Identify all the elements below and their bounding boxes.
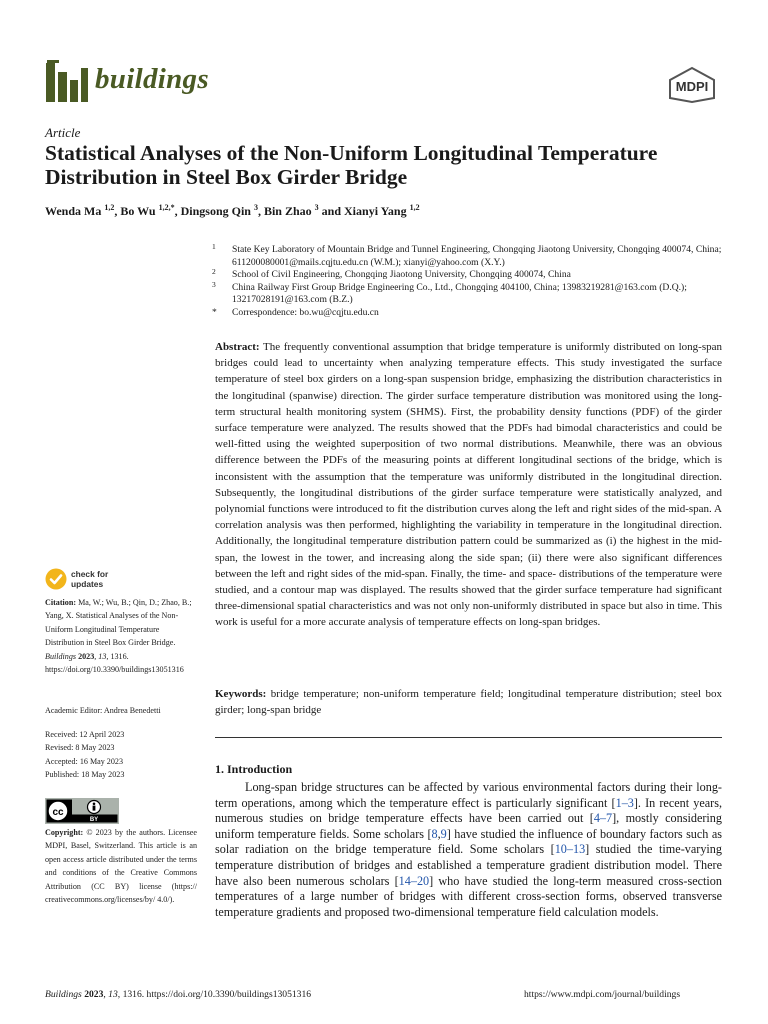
reference-link[interactable]: 4 bbox=[593, 811, 600, 826]
date-accepted: Accepted: 16 May 2023 bbox=[45, 756, 123, 766]
copyright-text: © 2023 by the authors. Licensee MDPI, Basel, Switzerland. This article is an open access article distributed under the terms and conditions of the Creative Commons Attribution (CC BY) license (https:// creativecommons.org/licenses/by/ 4.0/). bbox=[45, 828, 197, 905]
author-affiliation-marks: 1,2 bbox=[104, 203, 115, 212]
reference-link[interactable]: 20 bbox=[416, 873, 430, 888]
date-received: Received: 12 April 2023 bbox=[45, 730, 125, 739]
affiliation-item: 3 China Railway First Group Bridge Engineering Co., Ltd., Chongqing 404100, China; 13983219281@163.com (D.Q.); 13217028191@163.com (B.Z.) bbox=[212, 279, 687, 306]
reference-link[interactable]: 8 bbox=[431, 826, 438, 841]
article-type: Article bbox=[45, 125, 81, 140]
author-name: Bo Wu bbox=[120, 204, 156, 218]
author-affiliation-marks: 3 bbox=[253, 203, 258, 212]
citation-block: Citation: Ma, W.; Wu, B.; Qin, D.; Zhao, B.; Yang, X. Statistical Analyses of the Non-Uniform Longitudinal Temperature Distribution in Steel Box Girder Bridge. Buildings 2023, 13, 1316. https://doi.org/10.3390/buildings13051316 bbox=[45, 598, 192, 675]
abstract-label: Abstract: bbox=[215, 341, 260, 353]
citation-text: Ma, W.; Wu, B.; Qin, D.; Zhao, B.; Yang, X. Statistical Analyses of the Non-Uniform Longitudinal Temperature Distribution in Steel Box Girder Bridge. bbox=[45, 598, 192, 648]
abstract bbox=[215, 339, 722, 631]
citation-journal: Buildings bbox=[45, 651, 77, 661]
author-affiliation-marks: 1,2,* bbox=[158, 203, 175, 212]
citation-year: 2023 bbox=[78, 651, 95, 661]
reference-link[interactable]: 13 bbox=[572, 842, 586, 857]
author-name: Bin Zhao bbox=[263, 204, 312, 218]
citation-label: Citation: bbox=[45, 598, 77, 607]
publication-dates bbox=[45, 728, 195, 782]
citation-doi[interactable]: 1316. https://doi.org/10.3390/buildings13051316 bbox=[45, 651, 184, 675]
footer-citation: Buildings 2023, 13, 1316. https://doi.org/10.3390/buildings13051316 bbox=[45, 989, 312, 1000]
correspondence: * Correspondence: bo.wu@cqjtu.edu.cn bbox=[212, 306, 379, 318]
svg-text:cc: cc bbox=[52, 807, 64, 818]
academic-editor: Academic Editor: Andrea Benedetti bbox=[45, 706, 161, 715]
reference-link[interactable]: 9 bbox=[440, 826, 447, 841]
affiliation-item: 1 State Key Laboratory of Mountain Bridge and Tunnel Engineering, Chongqing Jiaotong University, Chongqing 400074, China; 611200080001@mails.cqjtu.edu.cn (W.M.); xianyi@yahoo.com (X.Y.) bbox=[212, 242, 722, 268]
check-for-updates-button[interactable] bbox=[45, 568, 125, 592]
introduction-paragraph: Long-span bridge structures can be affected by various environmental factors during their long-term operations, among which the temperature effect is particularly significant [1–3]. In recent years, numerous studies on bridge temperature effects have been carried out [4–7], mostly considering uniform temperature fields. Some scholars [8,9] have studied the influence of boundary factors such as solar radiation on the bridge temperature field. Some scholars [10–13] studied the time-varying temperature distribution of bridges and established a temperature gradient distribution model. There have also been numerous scholars [14–20] who have studied the long-term measured cross-section temperatures of a large number of bridges with different cross-section forms, observed transverse temperature gradients and proposed two-dimensional temperature field calculation models. bbox=[215, 780, 722, 919]
date-published: Published: 18 May 2023 bbox=[45, 770, 125, 780]
section-divider bbox=[215, 737, 722, 738]
journal-name: buildings bbox=[95, 63, 209, 95]
affiliations bbox=[212, 244, 722, 320]
author-affiliation-marks: 1,2 bbox=[409, 203, 420, 212]
keywords-label: Keywords: bbox=[215, 688, 267, 700]
affiliation-item: 2 School of Civil Engineering, Chongqing Jiaotong University, Chongqing 400074, China bbox=[212, 267, 571, 281]
keywords bbox=[215, 686, 722, 718]
cc-by-label: BY bbox=[89, 817, 99, 823]
footer-journal-url[interactable]: https://www.mdpi.com/journal/buildings bbox=[524, 989, 681, 1000]
citation-volume: 13 bbox=[98, 651, 107, 661]
reference-link[interactable]: 3 bbox=[627, 795, 634, 810]
reference-link[interactable]: 14 bbox=[398, 873, 411, 888]
author-name: Dingsong Qin bbox=[180, 204, 251, 218]
author-affiliation-marks: 3 bbox=[314, 203, 319, 212]
date-revised: Revised: 8 May 2023 bbox=[45, 743, 115, 753]
author-list: Wenda Ma $^{1,2}$, Bo Wu $^{1,2,*}$, Dingsong Qin $^3$, Bin Zhao $^3$ and Xianyi Yang $^{1,2}$ bbox=[45, 203, 420, 218]
check-updates-label: updates bbox=[71, 579, 104, 589]
copyright-label: Copyright: bbox=[45, 828, 84, 837]
copyright-notice bbox=[45, 826, 197, 906]
author-name: Wenda Ma bbox=[45, 204, 102, 218]
mdpi-logo bbox=[664, 66, 720, 104]
section-heading: 1. Introduction bbox=[215, 762, 293, 776]
journal-logo-icon bbox=[45, 60, 89, 102]
publisher-name: MDPI bbox=[675, 79, 709, 94]
cc-by-license-icon[interactable] bbox=[45, 798, 119, 824]
author-name: Xianyi Yang bbox=[344, 204, 407, 218]
reference-link[interactable]: 7 bbox=[606, 811, 613, 826]
reference-link[interactable]: 1 bbox=[615, 795, 622, 810]
check-updates-label: check for bbox=[71, 569, 109, 579]
abstract-text: The frequently conventional assumption that bridge temperature is uniformly distributed on long-span bridges could lead to uncertainty when analyzing temperature effects. This study investigated the surface temperature of steel box girders on a long-span suspension bridge, emphasizing the distribution characteristics in the longitudinal (spanwise) direction. The girder surface temperature distribution was monitored using the long-term structural health monitoring system (SHMS). First, the probability density functions (PDF) of the girder surface temperature were analyzed. The results showed that the PDFs had bimodal characteristics and could be well-fitted using the weighted superposition of two normal distributions. Meanwhile, there was an obvious difference between the PDFs of the measuring points at different longitudinal sections of the bridge, which is inconsistent with the assumption that the temperature was uniformly distributed in the longitudinal direction. Subsequently, the longitudinal distributions of the girder surface temperature were statistically analyzed, and polynomial functions were introduced to fit the distribution curves along the left and right sides of the mid-span. A correlation analysis was then performed, highlighting the variability in temperature in the longitudinal direction. Additionally, the longitudinal temperature distribution pattern could be summarized as (i) the highest in the mid-span, the lowest in the tower, and increasing along the side span; (ii) there were also significant differences between the left and right sides of the mid-span. Finally, the time- and space- distributions of the temperature were studied, and a contour map was displayed. The results showed that the girder surface temperature had significant three-dimensional spatial characteristics and was not only non-uniformly distributed in space but also in time. This work is useful for a more accurate analysis of temperature effects on long-span bridges. bbox=[215, 341, 722, 629]
keywords-text: bridge temperature; non-uniform temperature field; longitudinal temperature distribution; steel box girder; long-span bridge bbox=[215, 688, 722, 716]
article-title: Statistical Analyses of the Non-Uniform Longitudinal Temperature Distribution in Steel Box Girder Bridge bbox=[45, 141, 658, 189]
check-updates-icon bbox=[45, 568, 67, 590]
reference-link[interactable]: 10 bbox=[554, 842, 567, 857]
